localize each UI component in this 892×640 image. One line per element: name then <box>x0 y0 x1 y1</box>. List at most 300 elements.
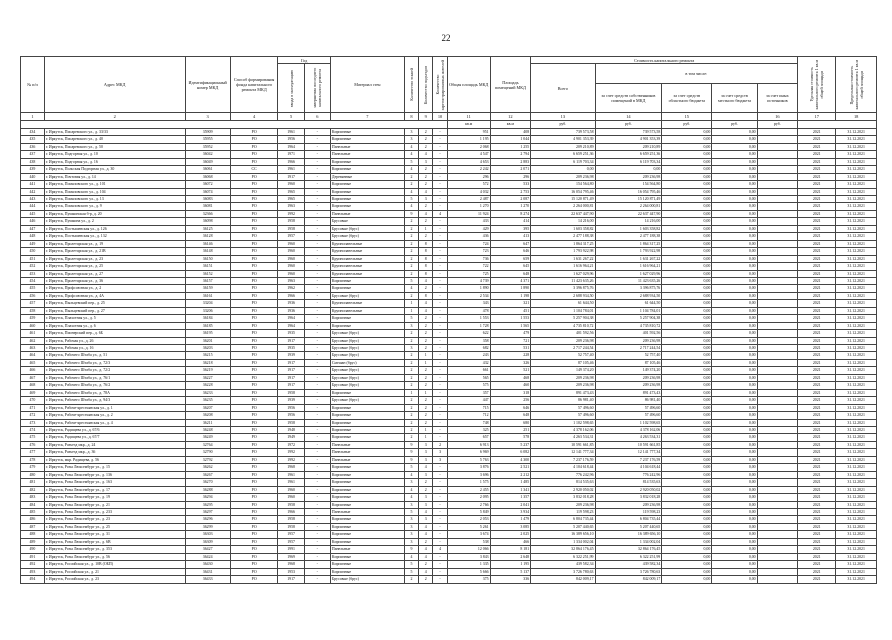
cell-cost-other <box>757 471 798 478</box>
cell-cost-total: 32 864 176,45 <box>531 546 595 553</box>
cell-entrances: 1 <box>419 434 433 441</box>
cell-floors: 5 <box>404 277 418 284</box>
cell-plan-year: 2021 <box>798 188 836 195</box>
cell-year-commission: 1964 <box>278 143 304 150</box>
cell-year-commission: 1960 <box>278 486 304 493</box>
cell-area-premises: 4 300 <box>490 456 531 463</box>
cell-plan-year: 2021 <box>798 434 836 441</box>
cell-cost-other <box>757 136 798 143</box>
cell-address: г. Иркутск, Рабочего Штаба ул., д. 76/2 <box>44 382 185 389</box>
cell-cost-owners: 891 473,43 <box>595 389 662 396</box>
cell-method: РО <box>230 322 278 329</box>
cell-ident: 32790 <box>185 449 230 456</box>
cell-area-total: 358 <box>447 337 490 344</box>
cell-cost-total: 4 263 534,31 <box>531 434 595 441</box>
cell-cost-regional: 0,00 <box>662 330 712 337</box>
cell-area-premises: 2 753 <box>490 188 531 195</box>
cell-ident: 36074 <box>185 188 230 195</box>
cell-cost-local: 0,00 <box>712 143 757 150</box>
cell-cost-owners: 6 322 251,99 <box>595 553 662 560</box>
cell-floors: 5 <box>404 509 418 516</box>
cell-residents: - <box>433 240 447 247</box>
cell-ident: 36297 <box>185 509 230 516</box>
cell-ident: 35952 <box>185 143 230 150</box>
cell-cost-owners: 776 242,96 <box>595 471 662 478</box>
cell-area-premises: 318 <box>490 389 531 396</box>
cell-plan-year: 2021 <box>798 263 836 270</box>
cell-year-commission: 1961 <box>278 479 304 486</box>
cell-year-overhaul: - <box>304 576 330 583</box>
cell-method: РО <box>230 441 278 448</box>
cell-floors: 2 <box>404 427 418 434</box>
cell-walls: Кирпичные <box>330 561 404 568</box>
cell-method: РО <box>230 173 278 180</box>
cell-cost-total: 1 603 358,82 <box>531 225 595 232</box>
header-method: Способ формирования фонда капитального ремонта МКД <box>230 57 278 113</box>
cell-cost-owners: 12 141 777,34 <box>595 449 662 456</box>
cell-year-overhaul: - <box>304 531 330 538</box>
cell-method: РО <box>230 538 278 545</box>
table-row <box>21 434 877 441</box>
cell-cost-regional: 0,00 <box>662 427 712 434</box>
cell-cost-other <box>757 307 798 314</box>
cell-cost-local: 0,00 <box>712 158 757 165</box>
cell-entrances: 2 <box>419 374 433 381</box>
cell-walls: Крупнопанельные <box>330 255 404 262</box>
cell-area-premises: 521 <box>490 367 531 374</box>
cell-address: г. Иркутск, Постышевская ул., д. 126 <box>44 225 185 232</box>
cell-residents: - <box>433 531 447 538</box>
cell-ident: 36433 <box>185 576 230 583</box>
cell-plan-date: 31.12.2021 <box>836 300 877 307</box>
cell-area-premises: 1 553 <box>490 315 531 322</box>
cell-plan-year: 2021 <box>798 218 836 225</box>
cell-entrances: 4 <box>419 509 433 516</box>
cell-address: г. Иркутск, Пыльцевский пер., д. 25 <box>44 300 185 307</box>
cell-cost-owners: 209 210,89 <box>595 143 662 150</box>
cell-area-total: 736 <box>447 255 490 262</box>
cell-cost-total: 209 236,98 <box>531 337 595 344</box>
cell-walls: Кирпичные <box>330 471 404 478</box>
cell-area-premises: 1 565 <box>490 322 531 329</box>
cell-method: РО <box>230 218 278 225</box>
cell-cost-other <box>757 345 798 352</box>
header-specific-cost: Удельная стоимость капитального ремонта 1 кв.м общей площади <box>798 57 836 113</box>
cell-walls: Кирпичные <box>330 486 404 493</box>
cell-plan-date: 31.12.2021 <box>836 352 877 359</box>
cell-entrances: 1 <box>419 389 433 396</box>
cell-cost-regional: 0,00 <box>662 307 712 314</box>
cell-area-premises: 3 085 <box>490 523 531 530</box>
cell-walls: Кирпичные <box>330 277 404 284</box>
cell-floors: 5 <box>404 568 418 575</box>
cell-cost-local: 0,00 <box>712 188 757 195</box>
cell-row-num: 470 <box>21 397 45 404</box>
cell-row-num: 440 <box>21 173 45 180</box>
cell-plan-year: 2021 <box>798 397 836 404</box>
cell-row-num: 461 <box>21 330 45 337</box>
cell-cost-total: 4 104 618,44 <box>531 464 595 471</box>
cell-cost-other <box>757 568 798 575</box>
cell-residents: - <box>433 322 447 329</box>
cell-plan-date: 31.12.2021 <box>836 501 877 508</box>
cell-year-overhaul: - <box>304 367 330 374</box>
cell-cost-regional: 0,00 <box>662 203 712 210</box>
cell-cost-other <box>757 166 798 173</box>
cell-plan-date: 31.12.2021 <box>836 270 877 277</box>
cell-year-commission: 1939 <box>278 397 304 404</box>
cell-address: г. Иркутск, Розы Люксембург ул., д. 56 <box>44 553 185 560</box>
cell-floors: 2 <box>404 412 418 419</box>
cell-cost-total: 1 334 002,04 <box>531 538 595 545</box>
cell-entrances: 2 <box>419 397 433 404</box>
cell-walls: Кирпичные <box>330 531 404 538</box>
cell-cost-owners: 209 236,98 <box>595 337 662 344</box>
cell-cost-regional: 0,00 <box>662 285 712 292</box>
cell-residents: - <box>433 292 447 299</box>
cell-walls: Кирпичные <box>330 404 404 411</box>
cell-ident: 36427 <box>185 546 230 553</box>
cell-residents: - <box>433 300 447 307</box>
cell-cost-local: 0,00 <box>712 382 757 389</box>
cell-plan-date: 31.12.2021 <box>836 188 877 195</box>
col-number: 6 <box>304 113 330 121</box>
cell-cost-total: 7 237 176,59 <box>531 456 595 463</box>
cell-address: г. Иркутск, Постышевская ул., д. 132 <box>44 233 185 240</box>
cell-residents: - <box>433 538 447 545</box>
cell-cost-total: 52 757,40 <box>531 352 595 359</box>
cell-year-overhaul: - <box>304 285 330 292</box>
cell-walls: Кирпичные <box>330 181 404 188</box>
cell-cost-total: 61 644,50 <box>531 300 595 307</box>
cell-entrances: 4 <box>419 277 433 284</box>
table-row <box>21 300 877 307</box>
cell-cost-regional: 0,00 <box>662 412 712 419</box>
cell-walls: Кирпичные <box>330 501 404 508</box>
cell-area-total: 715 <box>447 404 490 411</box>
cell-cost-owners: 2 688 934,50 <box>595 292 662 299</box>
col-number: 2 <box>44 113 185 121</box>
table-row <box>21 479 877 486</box>
cell-address: г. Иркутск, Розы Люксембург ул., д. 6В <box>44 538 185 545</box>
cell-entrances: 2 <box>419 203 433 210</box>
cell-method: РО <box>230 151 278 158</box>
cell-year-overhaul: - <box>304 255 330 262</box>
table-row <box>21 173 877 180</box>
cell-plan-date: 31.12.2021 <box>836 307 877 314</box>
cell-ident: 36233 <box>185 389 230 396</box>
cell-plan-year: 2021 <box>798 128 836 135</box>
cell-row-num: 448 <box>21 233 45 240</box>
cell-ident: 36148 <box>185 248 230 255</box>
cell-entrances: 2 <box>419 538 433 545</box>
cell-plan-date: 31.12.2021 <box>836 173 877 180</box>
cell-area-premises: 531 <box>490 345 531 352</box>
cell-cost-total: 6 804 735,44 <box>531 516 595 523</box>
cell-residents: - <box>433 128 447 135</box>
cell-entrances: 2 <box>419 181 433 188</box>
table-row <box>21 471 877 478</box>
cell-address: г. Иркутск, Помяловского ул., д. 9 <box>44 203 185 210</box>
cell-plan-date: 31.12.2021 <box>836 195 877 202</box>
cell-walls: Кирпичные <box>330 494 404 501</box>
cell-plan-year: 2021 <box>798 345 836 352</box>
cell-method: РО <box>230 374 278 381</box>
cell-area-premises: 2 883 <box>490 158 531 165</box>
cell-area-premises: 296 <box>490 173 531 180</box>
cell-address: г. Иркутск, Рабочего Штаба ул., д. 94/3 <box>44 397 185 404</box>
cell-floors: 4 <box>404 188 418 195</box>
table-row <box>21 412 877 419</box>
cell-ident: 36185 <box>185 322 230 329</box>
cell-year-overhaul: - <box>304 389 330 396</box>
cell-ident: 32764 <box>185 441 230 448</box>
table-row <box>21 248 877 255</box>
cell-cost-regional: 0,00 <box>662 367 712 374</box>
cell-cost-total: 209 236,98 <box>531 374 595 381</box>
cell-cost-regional: 0,00 <box>662 240 712 247</box>
cell-plan-year: 2021 <box>798 233 836 240</box>
header-ident: Идентификационный номер МКД <box>185 57 230 113</box>
cell-ident: 36249 <box>185 434 230 441</box>
cell-cost-owners: 10 591 661,85 <box>595 441 662 448</box>
cell-address: г. Иркутск, Розы Люксембург ул., д. 19 <box>44 494 185 501</box>
cell-ident: 36150 <box>185 255 230 262</box>
cell-cost-total: 842 009,17 <box>531 576 595 583</box>
col-number: 16 <box>757 113 798 121</box>
cell-floors: 2 <box>404 434 418 441</box>
cell-plan-date: 31.12.2021 <box>836 345 877 352</box>
cell-plan-date: 31.12.2021 <box>836 158 877 165</box>
cell-ident: 36152 <box>185 270 230 277</box>
cell-row-num: 474 <box>21 427 45 434</box>
cell-area-premises: 479 <box>490 330 531 337</box>
cell-cost-local: 0,00 <box>712 166 757 173</box>
cell-ident: 36083 <box>185 195 230 202</box>
cell-cost-total: 4 378 162,06 <box>531 427 595 434</box>
cell-cost-local: 0,00 <box>712 270 757 277</box>
cell-floors: 4 <box>404 471 418 478</box>
cell-cost-other <box>757 330 798 337</box>
cell-plan-year: 2021 <box>798 382 836 389</box>
cell-area-premises: 2 041 <box>490 501 531 508</box>
cell-area-total: 2 455 <box>447 486 490 493</box>
cell-entrances: 3 <box>419 501 433 508</box>
cell-year-commission: 1917 <box>278 374 304 381</box>
cell-cost-local: 0,00 <box>712 412 757 419</box>
cell-plan-year: 2021 <box>798 166 836 173</box>
cell-row-num: 452 <box>21 263 45 270</box>
cell-entrances: 2 <box>419 128 433 135</box>
cell-cost-regional: 0,00 <box>662 449 712 456</box>
cell-cost-regional: 0,00 <box>662 136 712 143</box>
cell-year-commission: 1958 <box>278 225 304 232</box>
cell-area-total: 2 242 <box>447 166 490 173</box>
cell-row-num: 490 <box>21 546 45 553</box>
cell-cost-local: 0,00 <box>712 277 757 284</box>
cell-cost-owners: 32 864 176,45 <box>595 546 662 553</box>
cell-area-premises: 8 181 <box>490 546 531 553</box>
cell-method: РО <box>230 449 278 456</box>
cell-method: РО <box>230 553 278 560</box>
cell-cost-regional: 0,00 <box>662 494 712 501</box>
cell-address: г. Иркутск, Почтовая ул., д. 14 <box>44 173 185 180</box>
cell-entrances: 4 <box>419 523 433 530</box>
cell-cost-owners: 2 477 188,38 <box>595 233 662 240</box>
table-row <box>21 516 877 523</box>
cell-cost-regional: 0,00 <box>662 151 712 158</box>
cell-cost-local: 0,00 <box>712 263 757 270</box>
cell-floors: 2 <box>404 359 418 366</box>
cell-row-num: 481 <box>21 479 45 486</box>
cell-ident: 33204 <box>185 300 230 307</box>
cell-area-total: 3 696 <box>447 471 490 478</box>
cell-ident: 36215 <box>185 352 230 359</box>
cell-ident: 36203 <box>185 345 230 352</box>
cell-area-premises: 321 <box>490 300 531 307</box>
cell-method: РО <box>230 315 278 322</box>
cell-method: РО <box>230 367 278 374</box>
cell-year-overhaul: - <box>304 404 330 411</box>
cell-year-commission: 1966 <box>278 509 304 516</box>
cell-plan-date: 31.12.2021 <box>836 561 877 568</box>
cell-plan-year: 2021 <box>798 494 836 501</box>
cell-plan-date: 31.12.2021 <box>836 456 877 463</box>
col-number: 17 <box>798 113 836 121</box>
cell-area-total: 1 575 <box>447 479 490 486</box>
header-num: № п/п <box>21 57 45 113</box>
cell-method: РО <box>230 188 278 195</box>
cell-year-commission: 1965 <box>278 195 304 202</box>
cell-area-premises: 1 357 <box>490 494 531 501</box>
cell-address: г. Иркутск, Рабочего Штаба ул., д. 72/2 <box>44 367 185 374</box>
header-walls: Материал стен <box>330 57 404 113</box>
cell-year-commission: 1960 <box>278 263 304 270</box>
cell-floors: 2 <box>404 419 418 426</box>
cell-year-overhaul: - <box>304 359 330 366</box>
cell-cost-regional: 0,00 <box>662 509 712 516</box>
cell-method: РО <box>230 263 278 270</box>
cell-area-total: 622 <box>447 330 490 337</box>
cell-cost-other <box>757 210 798 217</box>
cell-ident: 36299 <box>185 523 230 530</box>
cell-floors: 4 <box>404 553 418 560</box>
cell-year-overhaul: - <box>304 188 330 195</box>
cell-area-premises: 1 890 <box>490 285 531 292</box>
cell-address: г. Иркутск, Российская ул., д. 23 <box>44 576 185 583</box>
cell-cost-other <box>757 464 798 471</box>
cell-area-premises: 2 071 <box>490 166 531 173</box>
cell-residents: - <box>433 479 447 486</box>
cell-residents: 4 <box>433 546 447 553</box>
cell-year-commission: 1956 <box>278 404 304 411</box>
cell-residents: - <box>433 136 447 143</box>
table-row <box>21 427 877 434</box>
cell-floors: 4 <box>404 494 418 501</box>
cell-walls: Кирпичные <box>330 464 404 471</box>
cell-area-premises: 646 <box>490 404 531 411</box>
cell-walls: Кирпичные <box>330 553 404 560</box>
table-row <box>21 494 877 501</box>
cell-entrances: 2 <box>419 486 433 493</box>
cell-cost-owners: 6 804 735,44 <box>595 516 662 523</box>
cell-cost-other <box>757 352 798 359</box>
cell-plan-date: 31.12.2021 <box>836 143 877 150</box>
cell-entrances: 2 <box>419 382 433 389</box>
cell-cost-regional: 0,00 <box>662 210 712 217</box>
header-cost: Стоимость капитального ремонта <box>531 57 798 64</box>
cell-entrances: 2 <box>419 345 433 352</box>
table-row <box>21 181 877 188</box>
cell-area-total: 2 766 <box>447 501 490 508</box>
cell-area-total: 296 <box>447 173 490 180</box>
cell-cost-regional: 0,00 <box>662 553 712 560</box>
cell-cost-other <box>757 195 798 202</box>
cell-cost-other <box>757 516 798 523</box>
cell-plan-year: 2021 <box>798 464 836 471</box>
cell-walls: Кирпичные <box>330 479 404 486</box>
cell-row-num: 471 <box>21 404 45 411</box>
cell-cost-other <box>757 494 798 501</box>
cell-area-total: 723 <box>447 248 490 255</box>
cell-row-num: 480 <box>21 471 45 478</box>
cell-area-total: 682 <box>447 345 490 352</box>
cell-residents: - <box>433 255 447 262</box>
cell-cost-local: 0,00 <box>712 389 757 396</box>
cell-cost-other <box>757 531 798 538</box>
cell-cost-owners: 4 263 534,31 <box>595 434 662 441</box>
cell-row-num: 465 <box>21 359 45 366</box>
cell-plan-year: 2021 <box>798 404 836 411</box>
cell-cost-local: 0,00 <box>712 322 757 329</box>
cell-area-premises: 578 <box>490 434 531 441</box>
cell-plan-date: 31.12.2021 <box>836 494 877 501</box>
cell-cost-total: 1 864 317,25 <box>531 240 595 247</box>
table-row <box>21 389 877 396</box>
table-row <box>21 263 877 270</box>
cell-row-num: 451 <box>21 255 45 262</box>
cell-row-num: 434 <box>21 128 45 135</box>
cell-plan-year: 2021 <box>798 173 836 180</box>
cell-plan-year: 2021 <box>798 516 836 523</box>
cell-residents: - <box>433 277 447 284</box>
cell-year-commission: 1964 <box>278 315 304 322</box>
cell-row-num: 449 <box>21 240 45 247</box>
cell-year-overhaul: - <box>304 449 330 456</box>
cell-cost-owners: 1 104 784,01 <box>595 307 662 314</box>
cell-floors: 2 <box>404 181 418 188</box>
cell-plan-year: 2021 <box>798 374 836 381</box>
cell-entrances: 4 <box>419 300 433 307</box>
cell-year-commission: 1935 <box>278 345 304 352</box>
cell-cost-local: 0,00 <box>712 151 757 158</box>
cell-area-total: 661 <box>447 367 490 374</box>
cell-cost-other <box>757 285 798 292</box>
cell-row-num: 453 <box>21 270 45 277</box>
cell-row-num: 475 <box>21 434 45 441</box>
table-row <box>21 538 877 545</box>
cell-plan-date: 31.12.2021 <box>836 337 877 344</box>
cell-plan-date: 31.12.2021 <box>836 427 877 434</box>
cell-entrances: 3 <box>419 441 433 448</box>
cell-plan-date: 31.12.2021 <box>836 322 877 329</box>
cell-walls: Кирпичные <box>330 516 404 523</box>
cell-year-commission: 1957 <box>278 538 304 545</box>
cell-plan-year: 2021 <box>798 568 836 575</box>
cell-plan-year: 2021 <box>798 277 836 284</box>
cell-plan-year: 2021 <box>798 456 836 463</box>
cell-cost-total: 1 627 029,96 <box>531 270 595 277</box>
